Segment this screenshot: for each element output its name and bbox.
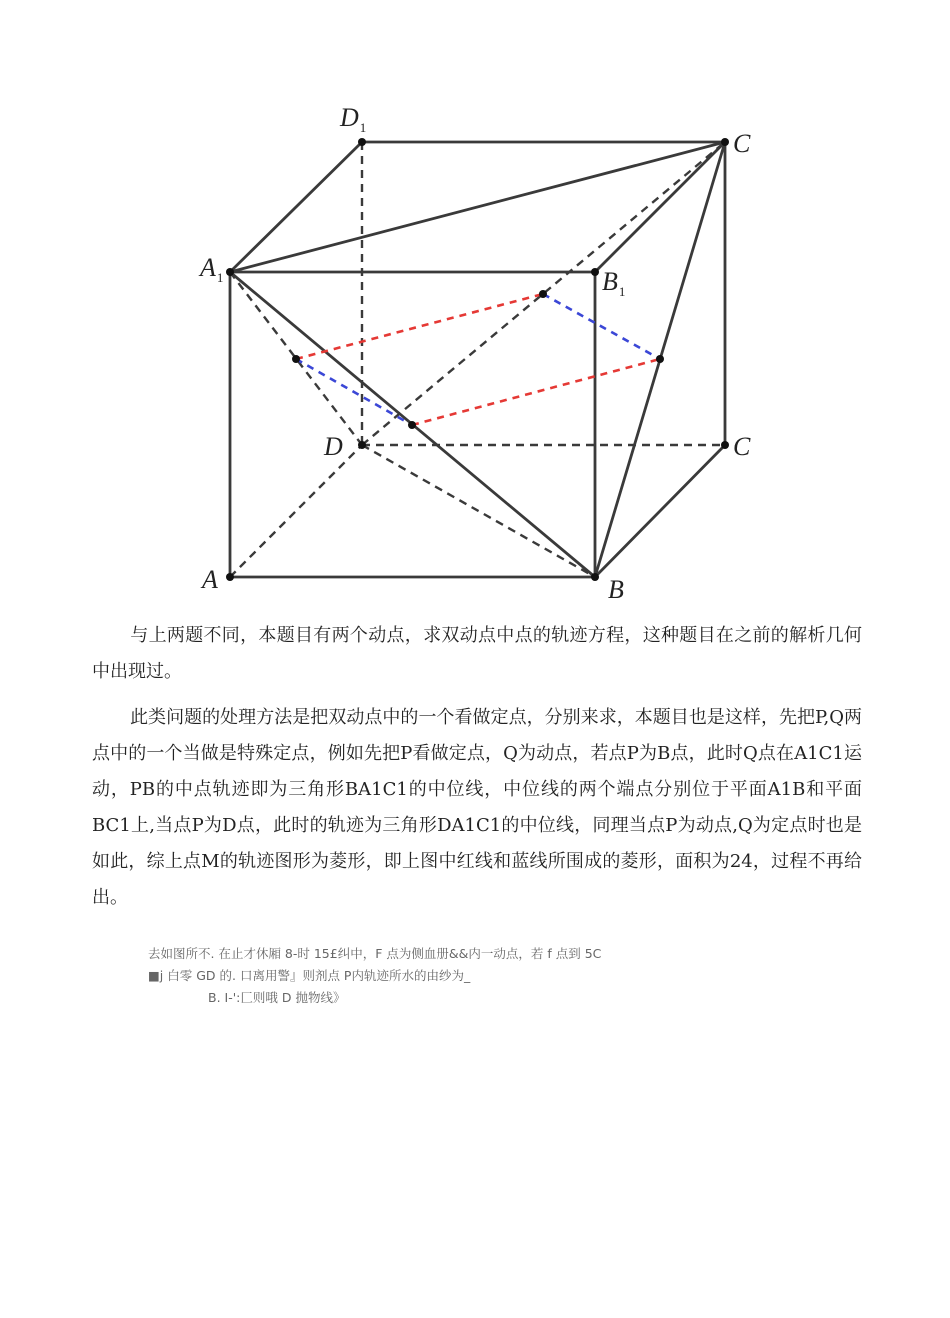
blue-midline-left: [296, 359, 412, 425]
rhombus-vertex-1: [292, 355, 300, 363]
label-c1: C: [733, 129, 751, 158]
paragraph-method: [92, 700, 862, 916]
label-c: C: [733, 432, 751, 461]
vertex-a: [226, 573, 234, 581]
label-b: B: [608, 575, 624, 604]
label-d: D: [324, 432, 343, 461]
cube-figure: [190, 100, 760, 610]
ocr-line-1: 去如图所不. 在止才休厢 8-时 15£纠中，F 点为侧血册&&内一动点，若 f 点到 5C: [148, 946, 602, 961]
hidden-line-d-b: [362, 445, 595, 577]
label-d1: $D_1$: [340, 103, 367, 135]
ocr-line-2: ■j 白零 GD 的. 口离用警』则剂点 P内轨迹所水的由纱为_: [148, 968, 471, 983]
label-a: A: [202, 565, 218, 594]
red-midline-top: [296, 294, 543, 359]
paragraph-method-text: 此类问题的处理方法是把双动点中的一个看做定点，分别来求，本题目也是这样，先把P,Q两点中的一个当做是特殊定点，例如先把P看做定点，Q为动点，若点P为B点，此时Q点在A1C1运动，PB的中点轨迹即为三角形BA1C1的中位线，中位线的两个端点分别位于平面A1B和平面BC1上,当点P为D点，此时的轨迹为三角形DA1C1的中位线，同理当点P为动点,Q为定点时也是如此，综上点M的轨迹图形为菱形，即上图中红线和蓝线所围成的菱形，面积为24，过程不再给出。: [92, 707, 862, 908]
paragraph-intro-text: 与上两题不同，本题目有两个动点，求双动点中点的轨迹方程，这种题目在之前的解析几何中出现过。: [92, 625, 862, 682]
rhombus-vertex-2: [539, 290, 547, 298]
hidden-edge-a-d: [230, 445, 362, 577]
red-midline-bottom: [412, 359, 660, 425]
edge-a1-d1: [230, 142, 362, 272]
blue-midline-right: [543, 294, 660, 359]
rhombus-vertex-4: [408, 421, 416, 429]
paragraph-intro: [92, 618, 862, 690]
cube-diagram: [190, 100, 760, 610]
ocr-line-3: B. I-':匚则哦 D 抛物线》: [208, 990, 346, 1005]
vertex-b1: [591, 268, 599, 276]
vertex-c1: [721, 138, 729, 146]
line-a1-c1: [230, 142, 725, 272]
vertex-d1: [358, 138, 366, 146]
vertex-c: [721, 441, 729, 449]
vertex-a1: [226, 268, 234, 276]
label-b1: $B_1$: [602, 267, 626, 299]
rhombus-vertex-3: [656, 355, 664, 363]
label-a1: $A_1$: [200, 253, 224, 285]
vertex-b: [591, 573, 599, 581]
vertex-d: [358, 441, 366, 449]
